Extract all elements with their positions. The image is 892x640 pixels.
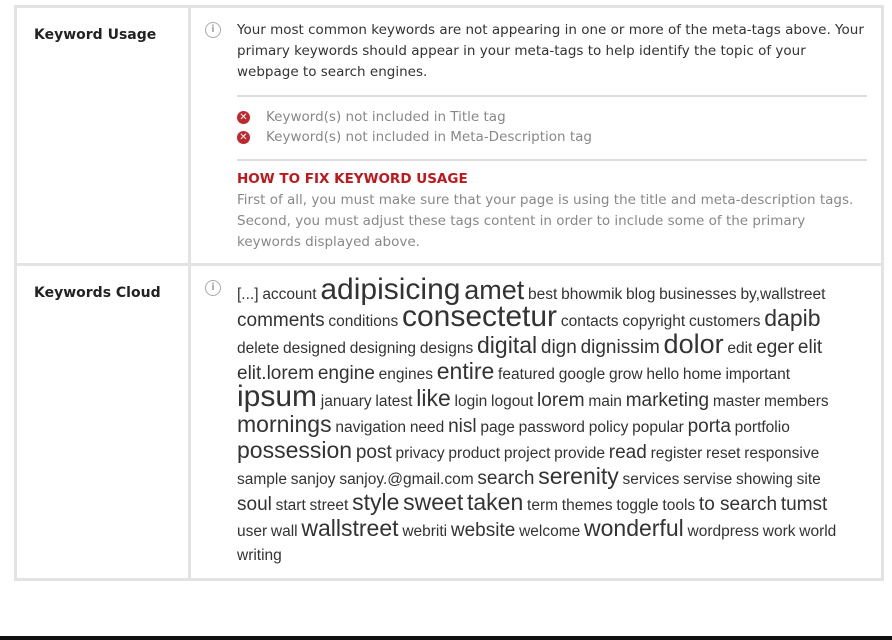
keyword-cloud-word: site <box>796 471 821 488</box>
keyword-cloud-word: master <box>712 393 761 410</box>
keyword-usage-row <box>17 8 881 266</box>
keyword-cloud-word: engine <box>317 363 375 384</box>
keyword-cloud-word: contacts <box>560 313 619 330</box>
keyword-cloud-word: user <box>237 523 268 540</box>
keyword-cloud-word: taken <box>467 489 524 515</box>
keyword-cloud-word: toggle <box>616 497 659 514</box>
keyword-cloud-word: adipisicing <box>320 273 461 306</box>
keyword-cloud-word: logout <box>491 393 534 410</box>
keyword-cloud-word: blog <box>626 286 656 303</box>
keyword-cloud-word: entire <box>436 358 495 384</box>
keyword-cloud-word: porta <box>687 416 731 437</box>
keyword-cloud-word: start <box>275 497 306 514</box>
keyword-cloud-word: portfolio <box>734 419 790 436</box>
keyword-cloud-word: register <box>650 445 703 462</box>
keyword-cloud-word: search <box>477 468 535 489</box>
keyword-cloud-word: engines <box>378 366 433 383</box>
keyword-usage-description: Your most common keywords are not appearing in one or more of the meta-tags above. Your primary keywords should appear in your meta-tags to help identify the topic of your webpage to search engines. <box>237 22 864 80</box>
divider <box>237 159 867 161</box>
keyword-cloud-word: wordpress <box>687 523 759 540</box>
keyword-cloud-word: work <box>762 523 796 540</box>
keyword-cloud-word: conditions <box>328 313 399 330</box>
keyword-cloud-word: lorem <box>537 390 585 411</box>
keyword-cloud-word: popular <box>632 419 684 436</box>
error-x-icon: ✕ <box>237 131 250 144</box>
keyword-cloud-word: world <box>799 523 837 540</box>
keyword-cloud-word: read <box>608 442 647 463</box>
keyword-cloud-word: provide <box>554 445 606 462</box>
keyword-cloud-word: dolor <box>663 329 724 359</box>
keyword-cloud-word: designed <box>283 340 346 357</box>
keyword-cloud-word: webriti <box>402 523 448 540</box>
keyword-cloud-word: wonderful <box>584 515 684 541</box>
keyword-cloud-word: best <box>528 286 558 303</box>
keyword-cloud-word: businesses <box>659 286 737 303</box>
keyword-cloud-word: like <box>416 385 451 411</box>
keyword-cloud-word: soul <box>237 494 272 515</box>
keyword-cloud-word: navigation <box>335 419 407 436</box>
keyword-cloud-word: bhowmik <box>561 286 623 303</box>
keyword-cloud-word: digital <box>477 332 538 358</box>
keyword-cloud-word: possession <box>237 437 353 463</box>
seo-report-table <box>14 5 884 581</box>
keyword-cloud-word: elit.lorem <box>237 363 315 384</box>
keyword-cloud-word: nisl <box>448 416 477 437</box>
keyword-cloud-word: comments <box>237 310 325 331</box>
info-icon[interactable]: i <box>205 280 221 296</box>
keyword-cloud-word: dignissim <box>580 337 660 358</box>
keyword-cloud-word: main <box>588 393 622 410</box>
keyword-usage-label: Keyword Usage <box>17 8 191 263</box>
keyword-cloud-word: tumst <box>780 494 828 515</box>
keyword-cloud-word: project <box>503 445 551 462</box>
error-x-icon: ✕ <box>237 111 250 124</box>
fix-paragraph: First of all, you must make sure that your page is using the title and meta-description tags. <box>237 192 854 208</box>
fix-paragraph: Second, you must adjust these tags content in order to include some of the primary keywords displayed above. <box>237 213 806 250</box>
keyword-cloud-word: serenity <box>538 463 619 489</box>
keyword-cloud-word: grow <box>609 366 643 383</box>
fix-title: HOW TO FIX KEYWORD USAGE <box>237 171 468 187</box>
keyword-cloud-word: services <box>622 471 680 488</box>
check-item <box>237 127 867 147</box>
keyword-cloud-word: elit <box>797 337 823 358</box>
keyword-cloud-word: amet <box>464 275 525 305</box>
keyword-cloud-word: important <box>725 366 791 383</box>
keyword-cloud-word: privacy <box>395 445 445 462</box>
keyword-cloud-word: hello <box>646 366 680 383</box>
keyword-cloud-word: [...] <box>237 286 259 303</box>
keyword-cloud-word: writing <box>237 547 282 564</box>
keyword-cloud-word: themes <box>561 497 613 514</box>
keyword-cloud-word: to search <box>698 494 778 515</box>
divider <box>237 95 867 97</box>
keyword-cloud-word: copyright <box>622 313 686 330</box>
keyword-cloud-word: dign <box>540 337 577 358</box>
keyword-cloud-word: login <box>454 393 488 410</box>
keyword-cloud-word: edit <box>727 340 753 357</box>
keyword-usage-content <box>191 8 881 263</box>
keyword-cloud-word: product <box>448 445 501 462</box>
keyword-cloud-word: designing <box>349 340 417 357</box>
keyword-cloud-word: designs <box>419 340 474 357</box>
check-text: Keyword(s) not included in Meta-Description tag <box>266 128 592 145</box>
keyword-cloud-word: responsive <box>744 445 820 462</box>
keyword-cloud-word: wallstreet <box>301 515 399 541</box>
keywords-cloud-label: Keywords Cloud <box>17 266 191 578</box>
keyword-cloud-word: sanjoy.@gmail.com <box>339 471 474 488</box>
keywords-cloud-row <box>17 266 881 581</box>
keyword-cloud-word: delete <box>237 340 280 357</box>
keyword-cloud-word: by,wallstreet <box>740 286 826 303</box>
keyword-cloud-word: dapib <box>764 305 821 331</box>
keyword-cloud-word: marketing <box>625 390 710 411</box>
keyword-cloud-word: website <box>450 520 516 541</box>
keyword-cloud-word: ipsum <box>237 380 318 413</box>
keyword-cloud-word: street <box>309 497 349 514</box>
keyword-cloud-word: sanjoy <box>290 471 336 488</box>
keyword-cloud-word: style <box>352 489 400 515</box>
keyword-cloud-word: customers <box>689 313 761 330</box>
keyword-cloud-word: consectetur <box>401 300 558 333</box>
keyword-cloud-word: sweet <box>403 489 464 515</box>
keyword-cloud-word: term <box>527 497 559 514</box>
check-item <box>237 107 867 127</box>
keyword-cloud-word: mornings <box>237 411 332 437</box>
keyword-cloud-word: servise <box>683 471 733 488</box>
keyword-cloud-word: january <box>320 393 372 410</box>
keyword-cloud-word: sample <box>237 471 287 488</box>
keyword-cloud-word: showing <box>736 471 793 488</box>
keyword-cloud-word: need <box>409 419 445 436</box>
keyword-cloud-word: tools <box>662 497 696 514</box>
keywords-cloud-content <box>191 266 881 578</box>
keyword-cloud-word: eger <box>756 337 795 358</box>
keyword-cloud-word: featured <box>498 366 555 383</box>
info-icon[interactable]: i <box>205 22 221 38</box>
keyword-cloud-word: welcome <box>519 523 581 540</box>
keyword-cloud-word: google <box>558 366 606 383</box>
keyword-cloud-word: policy <box>588 419 629 436</box>
keyword-cloud-word: post <box>355 442 392 463</box>
keyword-cloud-word: home <box>682 366 722 383</box>
keyword-cloud <box>237 273 867 568</box>
keyword-cloud-word: page <box>480 419 515 436</box>
keyword-cloud-word: members <box>764 393 829 410</box>
check-text: Keyword(s) not included in Title tag <box>266 108 506 125</box>
keyword-cloud-word: password <box>518 419 585 436</box>
keyword-cloud-word: reset <box>706 445 741 462</box>
bottom-edge <box>0 636 892 640</box>
keyword-cloud-word: latest <box>375 393 413 410</box>
keyword-cloud-word: wall <box>270 523 298 540</box>
keyword-cloud-word: account <box>262 286 317 303</box>
